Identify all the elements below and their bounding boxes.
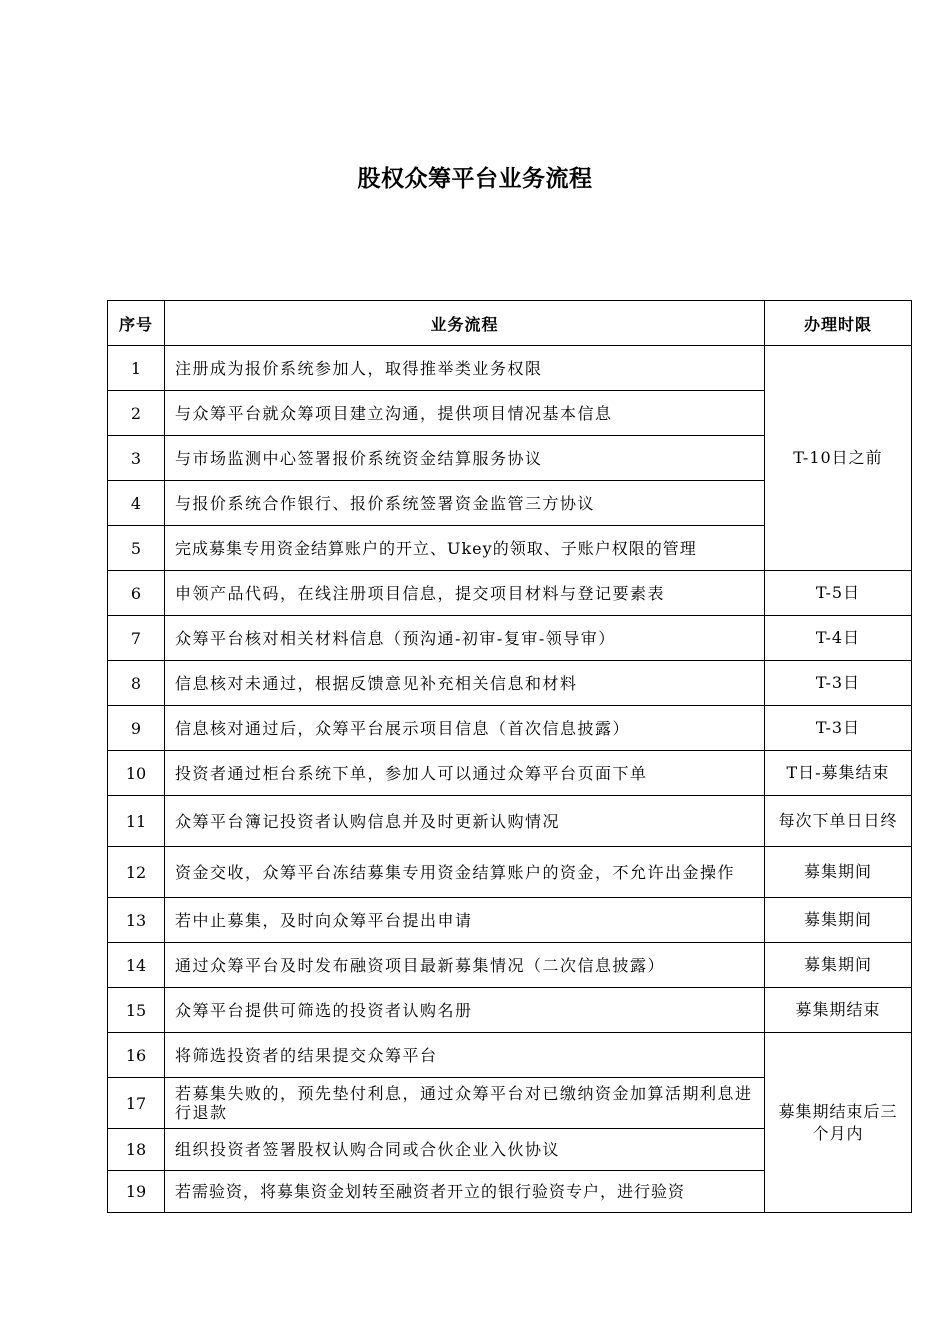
row-seq: 15	[108, 988, 165, 1033]
row-seq: 10	[108, 751, 165, 796]
business-process-table	[107, 300, 912, 1213]
row-time-limit: 募集期间	[765, 943, 912, 988]
row-seq: 4	[108, 481, 165, 526]
table-row	[108, 661, 912, 706]
row-seq: 5	[108, 526, 165, 571]
row-seq: 9	[108, 706, 165, 751]
row-time-limit: T-5日	[765, 571, 912, 616]
row-seq: 19	[108, 1171, 165, 1213]
row-time-limit: 募集期间	[765, 847, 912, 898]
table-row	[108, 988, 912, 1033]
row-seq: 8	[108, 661, 165, 706]
table-row	[108, 751, 912, 796]
row-process: 将筛选投资者的结果提交众筹平台	[165, 1033, 765, 1078]
row-seq: 1	[108, 346, 165, 391]
row-process: 资金交收，众筹平台冻结募集专用资金结算账户的资金，不允许出金操作	[165, 847, 765, 898]
row-process: 信息核对通过后，众筹平台展示项目信息（首次信息披露）	[165, 706, 765, 751]
table-row	[108, 943, 912, 988]
header-process: 业务流程	[165, 301, 765, 346]
row-process: 投资者通过柜台系统下单，参加人可以通过众筹平台页面下单	[165, 751, 765, 796]
table-row	[108, 346, 912, 391]
row-process: 与报价系统合作银行、报价系统签署资金监管三方协议	[165, 481, 765, 526]
row-process: 完成募集专用资金结算账户的开立、Ukey的领取、子账户权限的管理	[165, 526, 765, 571]
row-process: 与市场监测中心签署报价系统资金结算服务协议	[165, 436, 765, 481]
row-time-limit: T-4日	[765, 616, 912, 661]
row-time-limit: T-3日	[765, 661, 912, 706]
table-row	[108, 796, 912, 847]
row-process: 若需验资，将募集资金划转至融资者开立的银行验资专户，进行验资	[165, 1171, 765, 1213]
row-time-limit: T-10日之前	[765, 346, 912, 571]
row-process: 与众筹平台就众筹项目建立沟通，提供项目情况基本信息	[165, 391, 765, 436]
row-time-limit: T日-募集结束	[765, 751, 912, 796]
table-header-row	[108, 301, 912, 346]
row-seq: 14	[108, 943, 165, 988]
row-seq: 2	[108, 391, 165, 436]
row-seq: 3	[108, 436, 165, 481]
header-time-limit: 办理时限	[765, 301, 912, 346]
row-seq: 16	[108, 1033, 165, 1078]
row-seq: 7	[108, 616, 165, 661]
row-process: 若募集失败的，预先垫付利息，通过众筹平台对已缴纳资金加算活期利息进行退款	[165, 1078, 765, 1129]
row-process: 通过众筹平台及时发布融资项目最新募集情况（二次信息披露）	[165, 943, 765, 988]
row-process: 众筹平台簿记投资者认购信息并及时更新认购情况	[165, 796, 765, 847]
row-time-limit: 募集期结束	[765, 988, 912, 1033]
row-seq: 12	[108, 847, 165, 898]
row-seq: 17	[108, 1078, 165, 1129]
row-time-limit: 募集期结束后三个月内	[765, 1033, 912, 1213]
row-time-limit: 每次下单日日终	[765, 796, 912, 847]
row-process: 组织投资者签署股权认购合同或合伙企业入伙协议	[165, 1129, 765, 1171]
table-row	[108, 706, 912, 751]
row-seq: 11	[108, 796, 165, 847]
row-process: 众筹平台提供可筛选的投资者认购名册	[165, 988, 765, 1033]
row-time-limit: 募集期间	[765, 898, 912, 943]
row-process: 若中止募集，及时向众筹平台提出申请	[165, 898, 765, 943]
row-seq: 6	[108, 571, 165, 616]
table-row	[108, 616, 912, 661]
row-process: 信息核对未通过，根据反馈意见补充相关信息和材料	[165, 661, 765, 706]
header-seq: 序号	[108, 301, 165, 346]
table-row	[108, 1033, 912, 1078]
row-seq: 18	[108, 1129, 165, 1171]
table-row	[108, 898, 912, 943]
row-process: 注册成为报价系统参加人，取得推举类业务权限	[165, 346, 765, 391]
page-title: 股权众筹平台业务流程	[357, 166, 593, 192]
row-process: 申领产品代码，在线注册项目信息，提交项目材料与登记要素表	[165, 571, 765, 616]
table-row	[108, 847, 912, 898]
table-row	[108, 571, 912, 616]
row-seq: 13	[108, 898, 165, 943]
row-process: 众筹平台核对相关材料信息（预沟通-初审-复审-领导审）	[165, 616, 765, 661]
row-time-limit: T-3日	[765, 706, 912, 751]
